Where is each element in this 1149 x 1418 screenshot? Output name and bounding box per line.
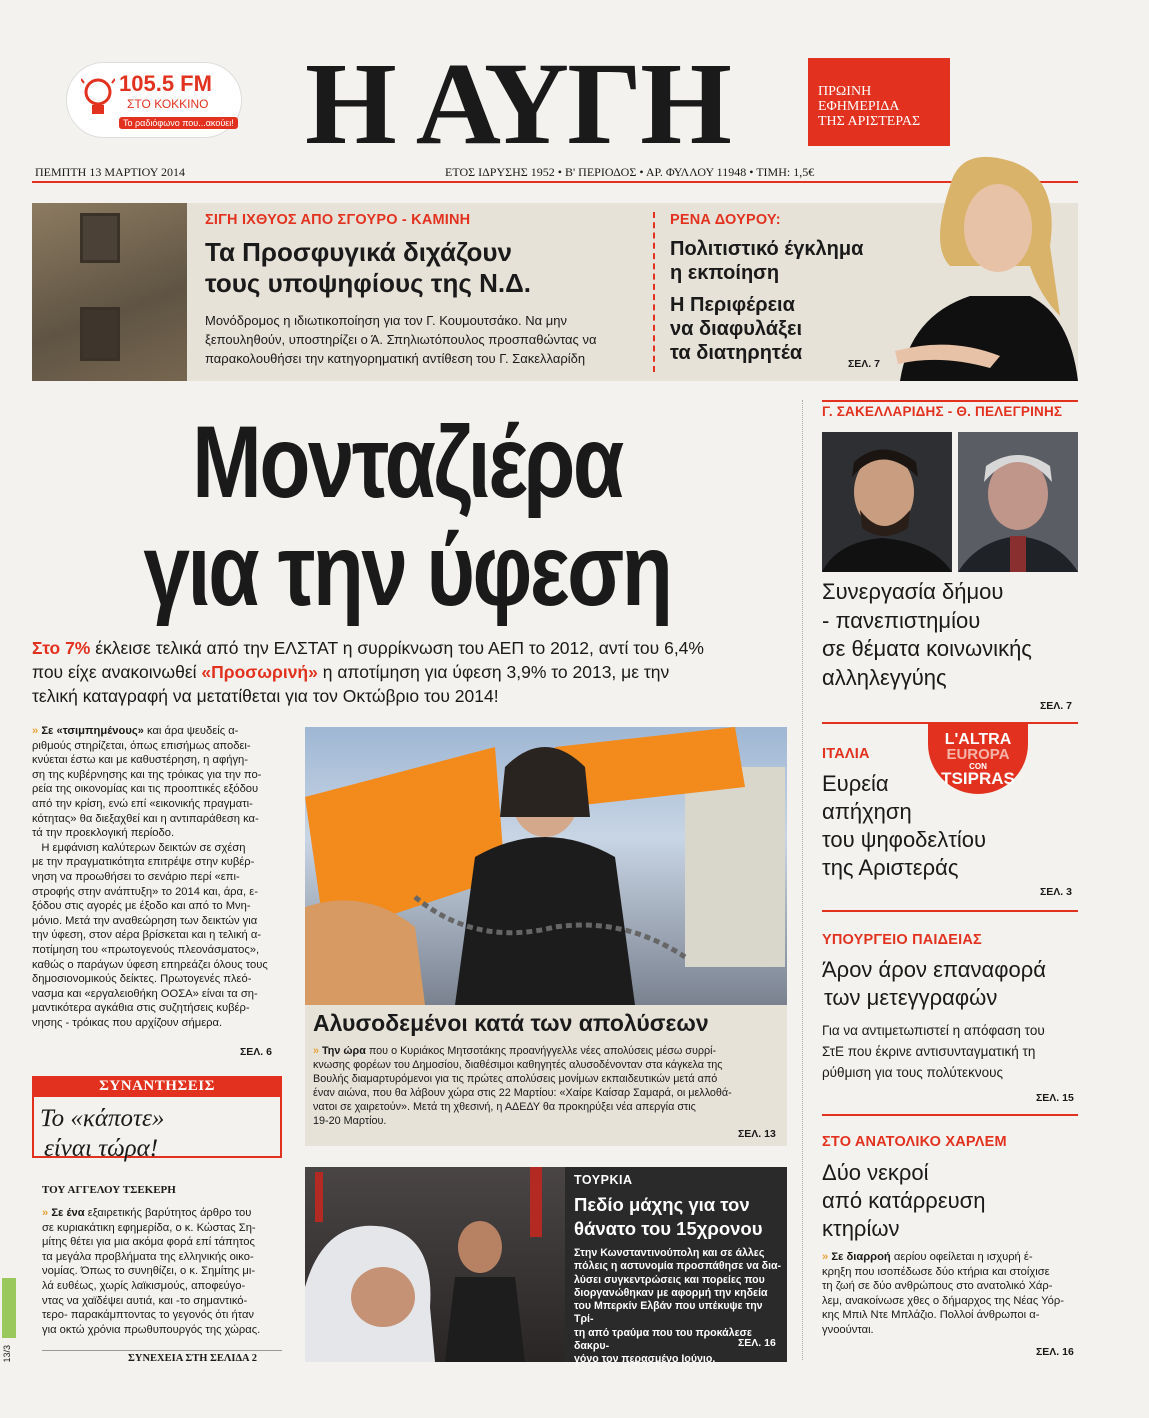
radio-slogan: Το ραδιόφωνο που...ακούει!	[119, 117, 238, 129]
top-story-kicker: ΣΙΓΗ ΙΧΘΥΟΣ ΑΠΟ ΣΓΟΥΡΟ - ΚΑΜΙΝΗ	[205, 212, 471, 228]
body-line: δημοσιονομικούς δείκτες. Πρωτογενές πλεό-	[32, 973, 252, 986]
headline-line: Άρον άρον επαναφορά	[822, 957, 1046, 982]
chained-headline[interactable]: Αλυσοδεμένοι κατά των απολύσεων	[313, 1010, 709, 1036]
highlight-provisional: «Προσωρινή»	[201, 662, 318, 682]
harlem-body	[822, 1250, 1078, 1338]
logo-text: EUROPA	[946, 746, 1010, 763]
lead-headline[interactable]	[100, 405, 715, 627]
sub-text: που είχε ανακοινωθεί	[32, 662, 202, 682]
top-story-headline-line: τους υποψηφίους της Ν.Δ.	[205, 268, 532, 298]
body-line: πόλεις η αστυνομία προσπάθησε να δια-	[574, 1260, 782, 1273]
body-line: τερο- παρακάμπτοντας το γεγονός ότι ήταν	[42, 1309, 255, 1322]
protest-chains-photo[interactable]	[305, 727, 787, 1005]
meetings-title-line: είναι τώρα!	[44, 1135, 159, 1162]
logo-text: CON	[969, 762, 987, 771]
body-line: ση της κυβέρνησης και της τρόικας για την πο-	[32, 768, 262, 781]
body-line: Η εμφάνιση καλύτερων δεικτών σε σχέση	[32, 841, 246, 854]
headline-line: της Αριστεράς	[822, 855, 959, 880]
logo-text: TSIPRAS	[941, 769, 1015, 788]
sub-text: η αποτίμηση για ύφεση 3,9% το 2013, με την	[317, 662, 670, 682]
sakellaridis-headline[interactable]	[822, 578, 1032, 692]
body-line: κνύεται έστω και με καθυστέρηση, η αφήγη-	[32, 754, 248, 767]
top-story-headline[interactable]	[205, 237, 531, 299]
harlem-page: ΣΕΛ. 16	[1036, 1346, 1074, 1358]
body-line: ριθμούς στηρίζεται, όπως επισήμως αποδει-	[32, 739, 251, 752]
body-line: και άρα ψευδείς α-	[143, 725, 239, 737]
tagline-line: ΕΦΗΜΕΡΙΔΑ	[818, 99, 900, 114]
tagline-box	[808, 58, 950, 146]
body-line: τά την προεκλογική περίοδο.	[32, 827, 175, 840]
body-line: κρηξη που ισοπέδωσε δύο κτήρια και στοίχισε	[822, 1265, 1050, 1278]
body-line: κνωσης φορέων του Δημοσίου, διαθέσιμοι καθηγητές αλυσοδένονταν στα κάγκελα της	[313, 1059, 723, 1071]
body-line: Βουλής διαμαρτυρόμενοι για τις πρώτες απολύσεις μονίμων εκπαιδευτικών μετά από	[313, 1073, 718, 1085]
body-line: τη ζωή σε δύο ανθρώπους στο ανατολικό Χάρ-	[822, 1280, 1053, 1293]
dourou-line: Η Περιφέρεια	[670, 294, 795, 316]
body-line: διοργανώθηκαν με αφορμή την κηδεία	[574, 1286, 768, 1299]
headline-line: των μετεγγραφών	[824, 985, 998, 1010]
education-kicker: ΥΠΟΥΡΓΕΙΟ ΠΑΙΔΕΙΑΣ	[822, 932, 982, 948]
body-line: λύσει συγκεντρώσεις και πορείες που	[574, 1273, 765, 1286]
margin-date-label: 13/3	[2, 1345, 12, 1363]
body-line: μόνιο. Μετά την αναθεώρηση των δεικτών για	[32, 914, 258, 927]
window-icon	[80, 213, 120, 263]
turkey-page: ΣΕΛ. 16	[738, 1337, 776, 1349]
body-line: ρεία της οικονομίας και τις προοπτικές εξόδου	[32, 783, 259, 796]
body-line: παρακολουθήσει την κατηγορηματική αντίθεση του Γ. Σακελλαρίδη	[205, 351, 586, 366]
margin-date-mark	[2, 1278, 16, 1338]
body-line: στροφής στην ανάπτυξη» το 2014 και, άρα, ε-	[32, 885, 258, 898]
radio-name: ΣΤΟ ΚΟΚΚΙΝΟ	[127, 97, 209, 111]
body-line: ΣτΕ που έκρινε αντισυνταγματική τη	[822, 1044, 1036, 1059]
headline-line: Δύο νεκροί	[822, 1160, 929, 1185]
lead-subheadline	[32, 636, 792, 708]
body-line: νησης - τρόικας που αρχίζουν σήμερα.	[32, 1016, 223, 1029]
tagline-line: ΤΗΣ ΑΡΙΣΤΕΡΑΣ	[818, 114, 921, 129]
harlem-headline[interactable]	[822, 1159, 985, 1243]
turkey-protest-photo[interactable]	[305, 1167, 565, 1362]
body-lead: Σε ένα	[51, 1207, 85, 1219]
body-line: ποτίμηση του «πρωτογενούς πλεονάσματος»,	[32, 943, 260, 956]
tagline-line: ΠΡΩΙΝΗ	[818, 84, 872, 99]
meetings-continued[interactable]: ΣΥΝΕΧΕΙΑ ΣΤΗ ΣΕΛΙΔΑ 2	[128, 1353, 257, 1364]
body-line: Μονόδρομος η ιδιωτικοποίηση για τον Γ. Κουμουτσάκο. Να μην	[205, 313, 567, 328]
headline-line: κτηρίων	[822, 1216, 900, 1241]
dourou-page: ΣΕΛ. 7	[848, 358, 880, 370]
body-line: έναν αιώνα, που θα λάβουν χώρα στις 22 Μαρτίου: «Χαίρε Καίσαρ Σαμαρά, οι μελλοθά-	[313, 1087, 732, 1099]
body-lead: Σε «τσιμπημένους»	[41, 725, 144, 737]
top-story-headline-line: Τα Προσφυγικά διχάζουν	[205, 237, 512, 267]
sub-text: τελική καταγραφή να μετατίθεται για τον Οκτώβριο του 2014!	[32, 686, 499, 706]
turkey-headline[interactable]	[574, 1193, 763, 1241]
body-line: καθώς ο παράγων ύφεση επηρεάζει όλους τους	[32, 958, 268, 971]
dourou-headline[interactable]	[670, 237, 863, 365]
chained-body	[313, 1044, 783, 1128]
body-lead: Την ώρα	[322, 1045, 366, 1057]
body-line: λεμ, ανακοίνωσε χθες ο δήμαρχος της Νέας Υόρ-	[822, 1294, 1064, 1307]
body-line: κης Μπιλ Ντε Μπλάζιο. Πολλοί άνθρωποι α-	[822, 1309, 1040, 1322]
education-body	[822, 1020, 1045, 1083]
body-line: λά ευθέως, χωρίς λαϊκισμούς, αποφεύγο-	[42, 1279, 246, 1292]
body-line: από την κρίση, ενώ επί «εικονικής πραγματι-	[32, 797, 253, 810]
headline-line: - πανεπιστημίου	[822, 607, 981, 633]
headline-line: σε θέματα κοινωνικής	[822, 636, 1032, 661]
body-line: ξεπουληθούν, υποστηρίζει ο Ά. Σπηλιωτόπουλος προσπαθώντας να	[205, 332, 597, 347]
body-line: μίτης θέτει για μια ακόμα φορά επί τάπητος	[42, 1236, 255, 1249]
headline-line: αλληλεγγύης	[822, 664, 947, 690]
lead-page: ΣΕΛ. 6	[240, 1046, 272, 1058]
meetings-label: ΣΥΝΑΝΤΗΣΕΙΣ	[32, 1076, 282, 1097]
headline-line: απήχηση	[822, 799, 912, 824]
dourou-line: τα διατηρητέα	[670, 342, 803, 364]
lead-headline-line: για την ύφεση	[143, 513, 671, 627]
pelegrinis-photo[interactable]	[958, 432, 1078, 572]
body-lead: Σε διαρροή	[831, 1251, 891, 1263]
dourou-line: η εκποίηση	[670, 262, 780, 284]
body-line: ρύθμιση για τους πολύτεκνους	[822, 1065, 1003, 1080]
body-line: κότητας» θα διεξαχθεί και η αντιπαράθεση κα-	[32, 812, 259, 825]
dourou-kicker: ΡΕΝΑ ΔΟΥΡΟΥ:	[670, 212, 781, 228]
top-story-body	[205, 311, 596, 368]
headline-line: από κατάρρευση	[822, 1188, 986, 1213]
body-line: με την πραγματικότητα επιτρέψε στην κυβέρ-	[32, 856, 255, 869]
headline-line: του ψηφοδελτίου	[822, 827, 987, 852]
section-rule	[822, 400, 1078, 402]
body-line: μαντικότερα αγκάθια στις συζητήσεις κυβέρ-	[32, 1002, 250, 1015]
refugee-building-photo[interactable]	[32, 203, 187, 381]
body-line: αερίου οφείλεται η ισχυρή έ-	[890, 1251, 1033, 1263]
sakellaridis-photo[interactable]	[822, 432, 952, 572]
body-line: νηση να προωθήσει το σενάριο περί «επι-	[32, 870, 240, 883]
radio-frequency: 105.5 FM	[119, 71, 212, 96]
headline-line: Ευρεία	[822, 771, 889, 796]
meetings-bottom-rule	[42, 1350, 282, 1351]
body-line: του Μπερκίν Ελβάν που υπέκυψε την Τρί-	[574, 1300, 763, 1326]
meetings-author: ΤΟΥ ΑΓΓΕΛΟΥ ΤΣΕΚΕΡΗ	[42, 1184, 176, 1196]
body-line: ξόδου στις αγορές με έξοδο και από το Μνη-	[32, 900, 251, 913]
education-headline[interactable]	[822, 956, 1046, 1012]
chevron-right-icon: »	[313, 1045, 320, 1057]
sakellaridis-page: ΣΕΛ. 7	[1040, 700, 1072, 712]
italy-headline[interactable]	[822, 770, 986, 882]
section-rule	[822, 1114, 1078, 1116]
lead-body	[32, 724, 282, 1030]
sub-text: έκλεισε τελικά από την ΕΛΣΤΑΤ η συρρίκνωση του ΑΕΠ το 2012, αντί του 6,4%	[90, 638, 704, 658]
body-line: 19-20 Μαρτίου.	[313, 1115, 387, 1127]
body-line: γόνο τον περασμένο Ιούνιο.	[574, 1353, 716, 1366]
italy-page: ΣΕΛ. 3	[1040, 886, 1072, 898]
window-icon	[80, 307, 120, 361]
turkey-kicker: ΤΟΥΡΚΙΑ	[574, 1173, 633, 1187]
newspaper-title: Η ΑΥΓΗ	[305, 38, 730, 169]
meetings-body	[42, 1206, 287, 1337]
headline-line: Συνεργασία δήμου	[822, 579, 1004, 604]
italy-kicker: ΙΤΑΛΙΑ	[822, 746, 870, 762]
issue-info: ΕΤΟΣ ΙΔΡΥΣΗΣ 1952 • Β' ΠΕΡΙΟΔΟΣ • ΑΡ. ΦΥΛΛΟΥ 11948 • ΤΙΜΗ: 1,5€	[445, 165, 815, 179]
chevron-right-icon: »	[822, 1251, 829, 1263]
turkey-headline-line: Πεδίο μάχης για τον	[574, 1194, 750, 1215]
chevron-right-icon: »	[42, 1207, 49, 1219]
body-line: νομίας. Όπως το συνηθίζει, ο κ. Σημίτης μι-	[42, 1265, 256, 1278]
meetings-title-line: Το «κάποτε»	[40, 1105, 165, 1132]
radio-logo[interactable]	[66, 62, 242, 138]
turkey-headline-line: θάνατο του 15χρονου	[574, 1218, 763, 1239]
section-rule	[822, 910, 1078, 912]
dourou-line: Πολιτιστικό έγκλημα	[670, 238, 864, 260]
body-line: ντας να χαϊδέψει αυτιά, και -το σημαντικό-	[42, 1294, 248, 1307]
body-line: Στην Κωνσταντινούπολη και σε άλλες	[574, 1247, 765, 1259]
meetings-title[interactable]	[40, 1104, 164, 1164]
highlight-percent: Στο 7%	[32, 638, 91, 658]
logo-text: L'ALTRA	[944, 731, 1012, 748]
chevron-right-icon: »	[32, 725, 39, 737]
banner-divider	[653, 212, 655, 372]
lead-headline-line: Μονταζιέρα	[192, 405, 622, 519]
body-line: για οκτώ χρόνια πρωθυπουργός της χώρας.	[42, 1323, 261, 1336]
body-line: που ο Κυριάκος Μητσοτάκης προανήγγελλε νέες απολύσεις μέσω συρρί-	[365, 1045, 717, 1057]
body-line: γνοούνται.	[822, 1323, 874, 1336]
body-line: εξαιρετικής βαρύτητος άρθρο του	[84, 1207, 252, 1219]
body-line: την ύφεση, στον αέρα βρίσκεται και η τελική α-	[32, 929, 262, 942]
sidebar-divider	[802, 400, 803, 1360]
body-line: νατοι σε χαιρετούν». Μετά τη χθεσινή, η ΑΔΕΔΥ θα προκηρύξει νέα απεργία στις	[313, 1101, 696, 1113]
sakellaridis-kicker: Γ. ΣΑΚΕΛΛΑΡΙΔΗΣ - Θ. ΠΕΛΕΓΡΙΝΗΣ	[822, 404, 1063, 419]
chained-page: ΣΕΛ. 13	[738, 1128, 776, 1140]
body-line: τη από τραύμα που του προκάλεσε δακρυ-	[574, 1326, 752, 1353]
dourou-line: να διαφυλάξει	[670, 318, 803, 340]
body-line: νασμα και «εργαλειοθήκη ΟΟΣΑ» είναι τα ση-	[32, 987, 258, 1000]
body-line: σε κυριακάτικη εφημερίδα, ο κ. Κώστας Ση-	[42, 1221, 256, 1234]
education-page: ΣΕΛ. 15	[1036, 1092, 1074, 1104]
body-line: Για να αντιμετωπιστεί η απόφαση του	[822, 1023, 1045, 1038]
body-line: τα μεγάλα προβλήματα της ελληνικής οικο-	[42, 1250, 254, 1263]
harlem-kicker: ΣΤΟ ΑΝΑΤΟΛΙΚΟ ΧΑΡΛΕΜ	[822, 1134, 1007, 1150]
issue-date: ΠΕΜΠΤΗ 13 ΜΑΡΤΙΟΥ 2014	[35, 165, 185, 179]
lightbulb-icon	[81, 75, 115, 121]
dourou-portrait[interactable]	[890, 146, 1078, 381]
